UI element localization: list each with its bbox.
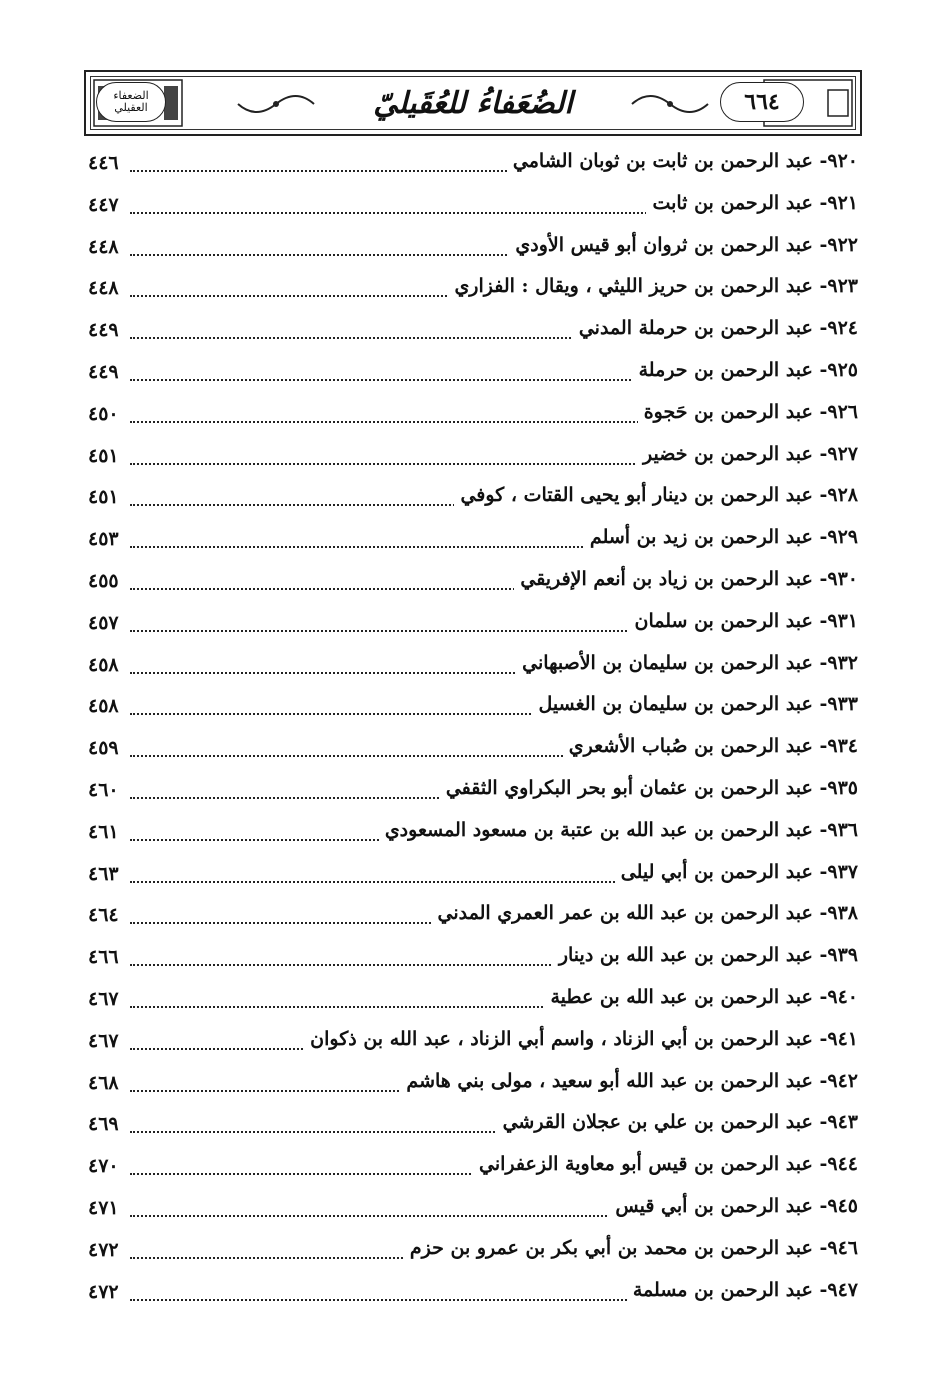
entry-number: ٩٢٥ [827, 358, 858, 381]
entry-page-number: ٤٦٤ [88, 904, 119, 927]
entry-title [432, 902, 858, 924]
entry-number: ٩٣٤ [827, 735, 858, 758]
list-item [84, 271, 862, 313]
entry-text: عبد الرحمن بن عبد الله أبو سعيد ، مولى بني هاشم [406, 1069, 813, 1092]
entry-title [400, 1070, 858, 1092]
entry-number: ٩٢٠ [827, 150, 858, 172]
entry-number: ٩٢٤ [827, 317, 858, 340]
entry-title [448, 275, 858, 297]
list-item [84, 982, 862, 1024]
entry-text: عبد الرحمن بن خضير [643, 442, 813, 465]
entry-page-number: ٤٥١ [88, 444, 119, 467]
entry-text: عبد الرحمن بن سليمان بن الغسيل [538, 693, 813, 716]
list-item [84, 1024, 862, 1066]
entry-page-number: ٤٧٠ [88, 1155, 119, 1178]
list-item [84, 1107, 862, 1149]
entry-separator: - [812, 985, 828, 1008]
entry-number: ٩٣١ [827, 609, 858, 632]
entry-separator: - [812, 1236, 828, 1259]
entry-separator: - [812, 567, 828, 590]
entry-title [509, 234, 858, 256]
list-item [84, 480, 862, 522]
entry-separator: - [812, 693, 828, 716]
entry-page-number: ٤٥٨ [88, 653, 119, 676]
entry-title [629, 610, 858, 632]
entry-text: عبد الرحمن بن مسلمة [632, 1278, 813, 1301]
entry-title [404, 1237, 858, 1259]
entry-number: ٩٢٣ [827, 275, 858, 298]
entry-number: ٩٤٠ [827, 985, 858, 1008]
entry-number: ٩٢٩ [827, 526, 858, 549]
entry-number: ٩٤٢ [827, 1069, 858, 1092]
entry-page-number: ٤٤٧ [88, 193, 119, 216]
list-item [84, 815, 862, 857]
entry-title [584, 526, 858, 548]
entry-page-number: ٤٤٨ [88, 235, 119, 258]
entry-text: عبد الرحمن بن زيد بن أسلم [589, 526, 813, 549]
entry-number: ٩٢٦ [827, 400, 858, 423]
entry-text: عبد الرحمن بن صُباب الأشعري [568, 735, 813, 758]
entry-separator: - [812, 1111, 828, 1134]
entry-text: عبد الرحمن بن محمد بن أبي بكر بن عمرو بن حزم [409, 1236, 813, 1259]
entry-number: ٩٢١ [827, 191, 858, 214]
entry-number: ٩٢٧ [827, 442, 858, 465]
entry-separator: - [812, 191, 828, 214]
entry-text: عبد الرحمن بن دينار أبو يحيى القتات ، كوفي [460, 484, 813, 507]
entry-title [627, 1279, 858, 1301]
entry-title [514, 568, 858, 590]
entry-title [497, 1111, 858, 1133]
entry-text: عبد الرحمن بن زياد بن أنعم الإفريقي [520, 567, 813, 590]
list-item [84, 606, 862, 648]
list-item [84, 230, 862, 272]
entry-separator: - [812, 317, 828, 340]
entry-page-number: ٤٦٨ [88, 1071, 119, 1094]
entry-page-number: ٤٧٢ [88, 1280, 119, 1303]
entry-page-number: ٤٤٦ [88, 152, 119, 174]
entry-title [563, 735, 858, 757]
entry-separator: - [812, 1153, 828, 1176]
entry-separator: - [812, 735, 828, 758]
list-item [84, 397, 862, 439]
entry-title [615, 861, 858, 883]
entry-title [454, 484, 858, 506]
entry-text: عبد الرحمن بن قيس أبو معاوية الزعفراني [479, 1153, 813, 1176]
entry-separator: - [812, 651, 828, 674]
entry-text: عبد الرحمن بن عثمان أبو بحر البكراوي الثقفي [445, 776, 813, 799]
entry-title [304, 1028, 858, 1050]
entry-title [379, 819, 858, 841]
entry-text: عبد الرحمن بن سلمان [634, 609, 813, 632]
entry-title [544, 986, 858, 1008]
entry-page-number: ٤٤٩ [88, 319, 119, 342]
list-item [84, 1191, 862, 1233]
entry-page-number: ٤٥١ [88, 486, 119, 509]
entry-page-number: ٤٦٧ [88, 987, 119, 1010]
entry-separator: - [812, 150, 828, 172]
list-item [84, 146, 862, 188]
entry-page-number: ٤٦٩ [88, 1113, 119, 1136]
entry-page-number: ٤٥٩ [88, 737, 119, 760]
entry-separator: - [812, 233, 828, 256]
entry-number: ٩٣٨ [827, 902, 858, 925]
entry-number: ٩٣٣ [827, 693, 858, 716]
entry-text: عبد الرحمن بن سليمان بن الأصبهاني [522, 651, 813, 674]
entry-title [637, 443, 858, 465]
list-item [84, 355, 862, 397]
list-item [84, 439, 862, 481]
entry-separator: - [812, 776, 828, 799]
list-item [84, 857, 862, 899]
list-item [84, 731, 862, 773]
entry-text: عبد الرحمن بن أبي قيس [615, 1194, 813, 1217]
entry-page-number: ٤٥٨ [88, 695, 119, 718]
entry-number: ٩٤٤ [827, 1153, 858, 1176]
entry-page-number: ٤٦١ [88, 820, 119, 843]
entry-number: ٩٣٩ [827, 944, 858, 967]
list-item [84, 898, 862, 940]
entry-separator: - [812, 400, 828, 423]
entry-separator: - [812, 860, 828, 883]
entry-page-number: ٤٦٧ [88, 1029, 119, 1052]
entry-page-number: ٤٥٧ [88, 611, 119, 634]
entry-page-number: ٤٥٣ [88, 528, 119, 551]
entry-separator: - [812, 944, 828, 967]
entry-page-number: ٤٦٠ [88, 778, 119, 801]
list-item [84, 1233, 862, 1275]
list-item [84, 1275, 862, 1317]
entry-separator: - [812, 484, 828, 507]
entry-separator: - [812, 442, 828, 465]
entry-title [440, 777, 858, 799]
entry-title [638, 401, 858, 423]
entry-title [516, 652, 858, 674]
entry-title [609, 1195, 858, 1217]
entry-page-number: ٤٤٩ [88, 360, 119, 383]
entry-number: ٩٤٥ [827, 1194, 858, 1217]
entry-separator: - [812, 358, 828, 381]
list-item [84, 940, 862, 982]
entry-number: ٩٣٠ [827, 567, 858, 590]
entry-text: عبد الرحمن بن أبي الزناد ، واسم أبي الزناد ، عبد الله بن ذكوان [310, 1027, 813, 1050]
entry-separator: - [812, 526, 828, 549]
entry-page-number: ٤٧٢ [88, 1238, 119, 1261]
entry-text: عبد الرحمن بن حرملة [638, 358, 813, 381]
entry-text: عبد الرحمن بن عبد الله بن عطية [550, 985, 813, 1008]
entry-number: ٩٤٣ [827, 1111, 858, 1134]
entry-separator: - [812, 1278, 828, 1301]
entry-title [533, 693, 858, 715]
book-logo-badge [96, 82, 166, 122]
entry-title [646, 192, 858, 214]
entry-page-number: ٤٥٥ [88, 569, 119, 592]
running-title: الضُعَفاءُ للعُقَيليّ [373, 85, 573, 121]
list-item [84, 522, 862, 564]
entry-number: ٩٤٧ [827, 1278, 858, 1301]
entry-separator: - [812, 1194, 828, 1217]
entry-text: عبد الرحمن بن عبد الله بن دينار [558, 944, 813, 967]
entry-separator: - [812, 1027, 828, 1050]
entry-text: عبد الرحمن بن عبد الله بن عتبة بن مسعود المسعودي [384, 818, 813, 841]
entry-number: ٩٣٢ [827, 651, 858, 674]
title-left-flourish-icon [236, 86, 316, 122]
entry-title [573, 317, 858, 339]
entry-title [473, 1153, 858, 1175]
list-item [84, 313, 862, 355]
entry-text: عبد الرحمن بن ثروان أبو قيس الأودي [515, 233, 813, 256]
entry-separator: - [812, 275, 828, 298]
entry-text: عبد الرحمن بن حَجوة [643, 400, 813, 423]
title-right-flourish-icon [630, 86, 710, 122]
list-item [84, 188, 862, 230]
entry-text: عبد الرحمن بن ثابت بن ثوبان الشامي [512, 150, 813, 172]
list-item [84, 773, 862, 815]
entry-page-number: ٤٦٦ [88, 946, 119, 969]
entry-number: ٩٣٦ [827, 818, 858, 841]
entry-number: ٩٣٥ [827, 776, 858, 799]
list-item [84, 689, 862, 731]
entry-title [507, 150, 858, 172]
entry-page-number: ٤٦٣ [88, 862, 119, 885]
entry-separator: - [812, 1069, 828, 1092]
page-number: ٦٦٤ [744, 89, 780, 115]
index-entries-list [84, 146, 862, 1316]
page-header [84, 70, 862, 136]
list-item [84, 1149, 862, 1191]
entry-text: عبد الرحمن بن ثابت [652, 191, 813, 214]
entry-number: ٩٢٨ [827, 484, 858, 507]
entry-text: عبد الرحمن بن حريز الليثي ، ويقال : الفزاري [454, 275, 813, 298]
entry-text: عبد الرحمن بن علي بن عجلان القرشي [502, 1111, 813, 1134]
entry-text: عبد الرحمن بن أبي ليلى [620, 860, 813, 883]
entry-page-number: ٤٥٠ [88, 402, 119, 425]
list-item [84, 1066, 862, 1108]
entry-text: عبد الرحمن بن عبد الله بن عمر العمري المدني [437, 902, 813, 925]
list-item [84, 648, 862, 690]
entry-number: ٩٤٦ [827, 1236, 858, 1259]
entry-number: ٩٤١ [827, 1027, 858, 1050]
list-item [84, 564, 862, 606]
entry-page-number: ٤٧١ [88, 1196, 119, 1219]
entry-text: عبد الرحمن بن حرملة المدني [578, 317, 813, 340]
logo-text: الضعفاء العقيلي [113, 89, 149, 114]
entry-separator: - [812, 818, 828, 841]
page-number-badge [720, 82, 804, 122]
entry-separator: - [812, 609, 828, 632]
entry-number: ٩٢٢ [827, 233, 858, 256]
entry-separator: - [812, 902, 828, 925]
entry-title [633, 359, 858, 381]
entry-page-number: ٤٤٨ [88, 277, 119, 300]
entry-title [553, 944, 858, 966]
entry-number: ٩٣٧ [827, 860, 858, 883]
